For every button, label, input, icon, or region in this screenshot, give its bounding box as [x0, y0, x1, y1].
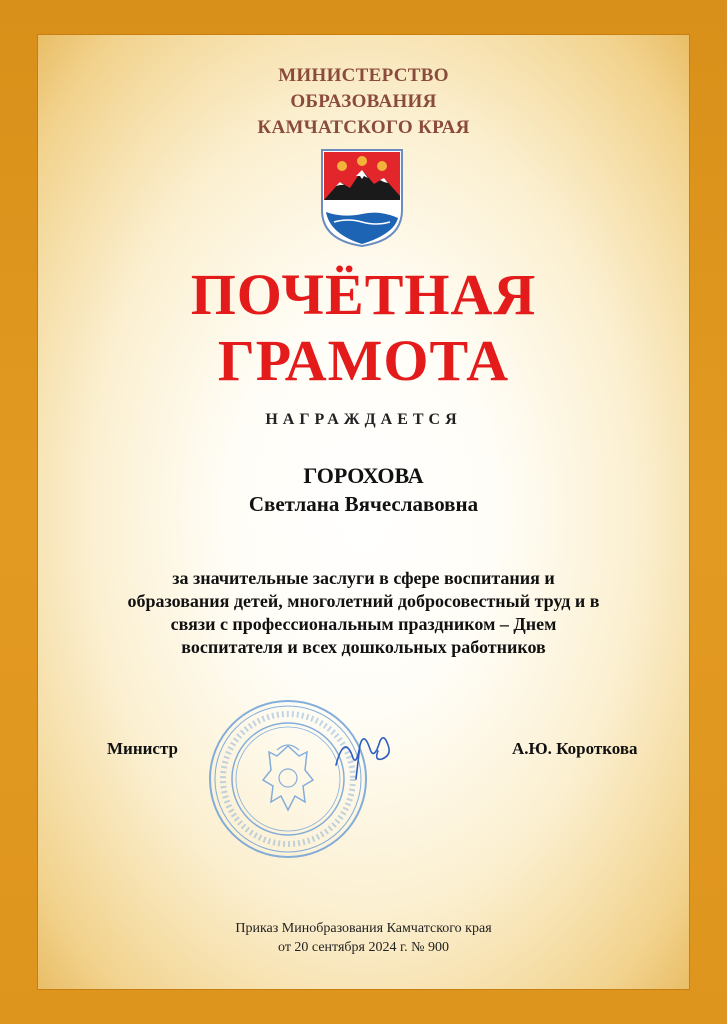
signatory-position: Министр — [107, 739, 178, 758]
order-line-2: от 20 сентября 2024 г. № 900 — [278, 940, 449, 955]
ministry-line: КАМЧАТСКОГО КРАЯ — [257, 117, 470, 138]
signatory-name: А.Ю. Короткова — [512, 739, 638, 758]
reason-line: воспитателя и всех дошкольных работников — [181, 637, 546, 657]
reason-line: связи с профессиональным праздником – Днем — [170, 614, 557, 634]
recipient-given-names: Светлана Вячеславовна — [248, 492, 479, 516]
certificate-title — [0, 262, 727, 394]
reason-line: за значительные заслуги в сфере воспитания и — [172, 568, 555, 588]
handwritten-signature-icon — [330, 725, 400, 783]
awarded-label: НАГРАЖДАЕТСЯ — [265, 411, 462, 428]
kamchatka-coat-of-arms-icon — [320, 148, 404, 248]
title-line-2: ГРАМОТА — [217, 328, 510, 393]
award-reason — [0, 567, 727, 659]
ministry-line: МИНИСТЕРСТВО — [278, 65, 449, 86]
order-reference — [0, 919, 727, 957]
ministry-header — [0, 63, 727, 141]
reason-line: образования детей, многолетний добросовестный труд и в — [127, 591, 600, 611]
ministry-line: ОБРАЗОВАНИЯ — [290, 91, 437, 112]
title-line-1: ПОЧЁТНАЯ — [190, 262, 537, 327]
order-line-1: Приказ Минобразования Камчатского края — [235, 921, 492, 936]
recipient-surname: ГОРОХОВА — [303, 463, 424, 488]
